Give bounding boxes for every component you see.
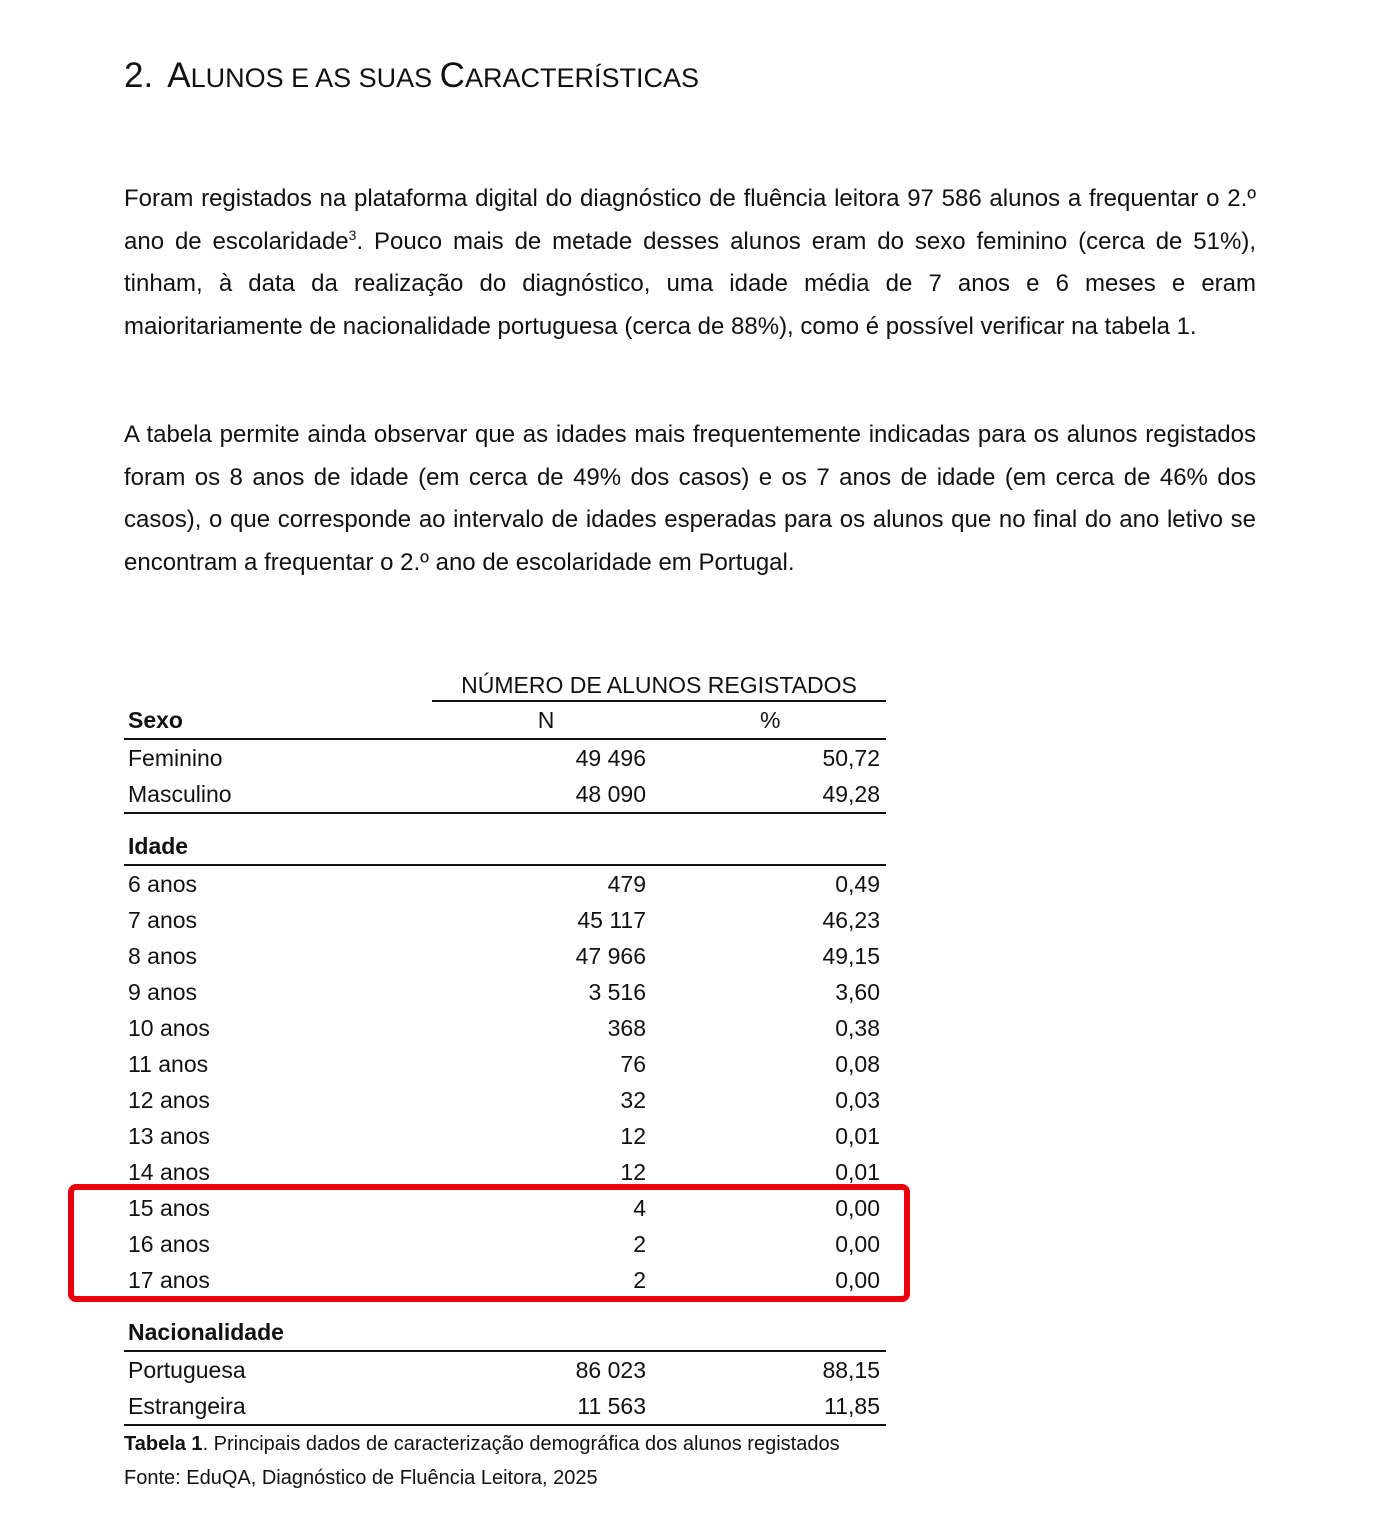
- row-label: Portuguesa: [128, 1357, 246, 1383]
- row-percent: 0,00: [835, 1195, 880, 1221]
- paragraph-2: A tabela permite ainda observar que as idades mais frequentemente indicadas para os alunos registados foram os 8 anos de idade (em cerca de 49% dos casos) e os 7 anos de idade (em cerca de 46% dos casos), o que corresponde ao intervalo de idades esperadas para os alunos que no final do ano letivo se encontram a frequentar o 2.º ano de escolaridade em Portugal.: [124, 421, 1256, 576]
- row-label: 6 anos: [128, 871, 198, 897]
- row-percent: 49,28: [822, 781, 880, 807]
- paragraph-1-text: Foram registados na plataforma digital do diagnóstico de fluência leitora 97 586 alunos a frequentar o 2.º ano de escolaridade: [124, 185, 1256, 255]
- paragraph-1-text-cont: . Pouco mais de metade desses alunos eram do sexo feminino (cerca de 51%), tinham, à data da realização do diagnóstico, uma idade média de 7 anos e 6 meses e eram maioritariamente de nacionalidade portuguesa (cerca de 88%), como é possível verificar na tabela 1.: [124, 227, 1256, 340]
- row-label: 10 anos: [128, 1015, 210, 1041]
- table-row: [124, 938, 886, 974]
- row-count: 3 516: [588, 979, 646, 1005]
- footnote-ref[interactable]: 3: [348, 226, 357, 243]
- column-header-pct: %: [760, 707, 781, 733]
- row-percent: 0,38: [835, 1015, 880, 1041]
- table-header-title: NÚMERO DE ALUNOS REGISTADOS: [461, 672, 857, 698]
- row-count: 2: [633, 1267, 646, 1293]
- row-label: 12 anos: [128, 1087, 210, 1113]
- table-row: [124, 1352, 886, 1388]
- heading-rest-1: LUNOS E AS SUAS: [190, 63, 440, 93]
- group-header-row: [124, 1314, 886, 1350]
- heading-initial-2: C: [439, 56, 465, 95]
- sexo-rows: [124, 740, 886, 812]
- row-percent: 11,85: [824, 1393, 880, 1419]
- column-header-row: [124, 702, 886, 738]
- section-heading: [124, 56, 699, 96]
- row-count: 76: [620, 1051, 646, 1077]
- row-percent: 0,00: [835, 1267, 880, 1293]
- row-count: 86 023: [575, 1357, 646, 1383]
- row-percent: 0,03: [835, 1087, 880, 1113]
- row-count: 32: [620, 1087, 646, 1113]
- row-count: 479: [607, 871, 646, 897]
- table-row: [124, 776, 886, 812]
- table-header: [124, 668, 886, 702]
- row-label: 7 anos: [128, 907, 198, 933]
- row-percent: 49,15: [822, 943, 880, 969]
- row-count: 48 090: [575, 781, 646, 807]
- table-row: [124, 1082, 886, 1118]
- row-percent: 3,60: [835, 979, 880, 1005]
- row-label: 15 anos: [128, 1195, 210, 1221]
- group-label-idade: Idade: [128, 833, 189, 859]
- table-row: [124, 1118, 886, 1154]
- row-count: 11 563: [577, 1393, 646, 1419]
- column-header-n: N: [537, 707, 555, 733]
- table-row: [124, 902, 886, 938]
- table-row: [124, 1010, 886, 1046]
- row-percent: 0,49: [835, 871, 880, 897]
- row-percent: 0,00: [835, 1231, 880, 1257]
- row-count: 47 966: [575, 943, 646, 969]
- row-label: Estrangeira: [128, 1393, 246, 1419]
- row-label: 8 anos: [128, 943, 198, 969]
- row-percent: 0,01: [835, 1159, 880, 1185]
- caption-label: Tabela 1: [124, 1433, 203, 1455]
- table-row: [124, 740, 886, 776]
- demographics-table: [124, 668, 886, 1426]
- nacionalidade-rows: [124, 1352, 886, 1424]
- row-count: 2: [633, 1231, 646, 1257]
- row-label: 16 anos: [128, 1231, 210, 1257]
- row-label: 13 anos: [128, 1123, 210, 1149]
- heading-rest-2: ARACTERÍSTICAS: [464, 63, 699, 93]
- table-caption: [124, 1430, 840, 1458]
- row-label: 14 anos: [128, 1159, 210, 1185]
- table-row: [124, 1388, 886, 1424]
- table-rule: [124, 1424, 886, 1426]
- table-row: [124, 1046, 886, 1082]
- row-count: 45 117: [577, 907, 646, 933]
- table-source: Fonte: EduQA, Diagnóstico de Fluência Leitora, 2025: [124, 1467, 598, 1489]
- row-count: 368: [607, 1015, 646, 1041]
- row-percent: 88,15: [822, 1357, 880, 1383]
- row-percent: 0,08: [835, 1051, 880, 1077]
- table-row: [124, 974, 886, 1010]
- group-label-nacionalidade: Nacionalidade: [128, 1319, 284, 1345]
- caption-text: . Principais dados de caracterização demográfica dos alunos registados: [202, 1433, 840, 1455]
- row-percent: 50,72: [822, 745, 880, 771]
- highlight-box: [68, 1184, 910, 1302]
- section-number: 2.: [124, 56, 154, 95]
- row-count: 12: [620, 1123, 646, 1149]
- row-count: 12: [620, 1159, 646, 1185]
- row-percent: 46,23: [822, 907, 880, 933]
- row-label: Feminino: [128, 745, 223, 771]
- paragraph-1: [124, 178, 1256, 348]
- row-count: 49 496: [575, 745, 646, 771]
- row-count: 4: [633, 1195, 646, 1221]
- group-label-sexo: Sexo: [128, 707, 183, 733]
- row-label: 11 anos: [128, 1051, 209, 1077]
- row-percent: 0,01: [835, 1123, 880, 1149]
- table-row: [124, 866, 886, 902]
- heading-initial-1: A: [167, 56, 191, 95]
- row-label: Masculino: [128, 781, 232, 807]
- row-label: 9 anos: [128, 979, 198, 1005]
- group-header-row: [124, 828, 886, 864]
- row-label: 17 anos: [128, 1267, 210, 1293]
